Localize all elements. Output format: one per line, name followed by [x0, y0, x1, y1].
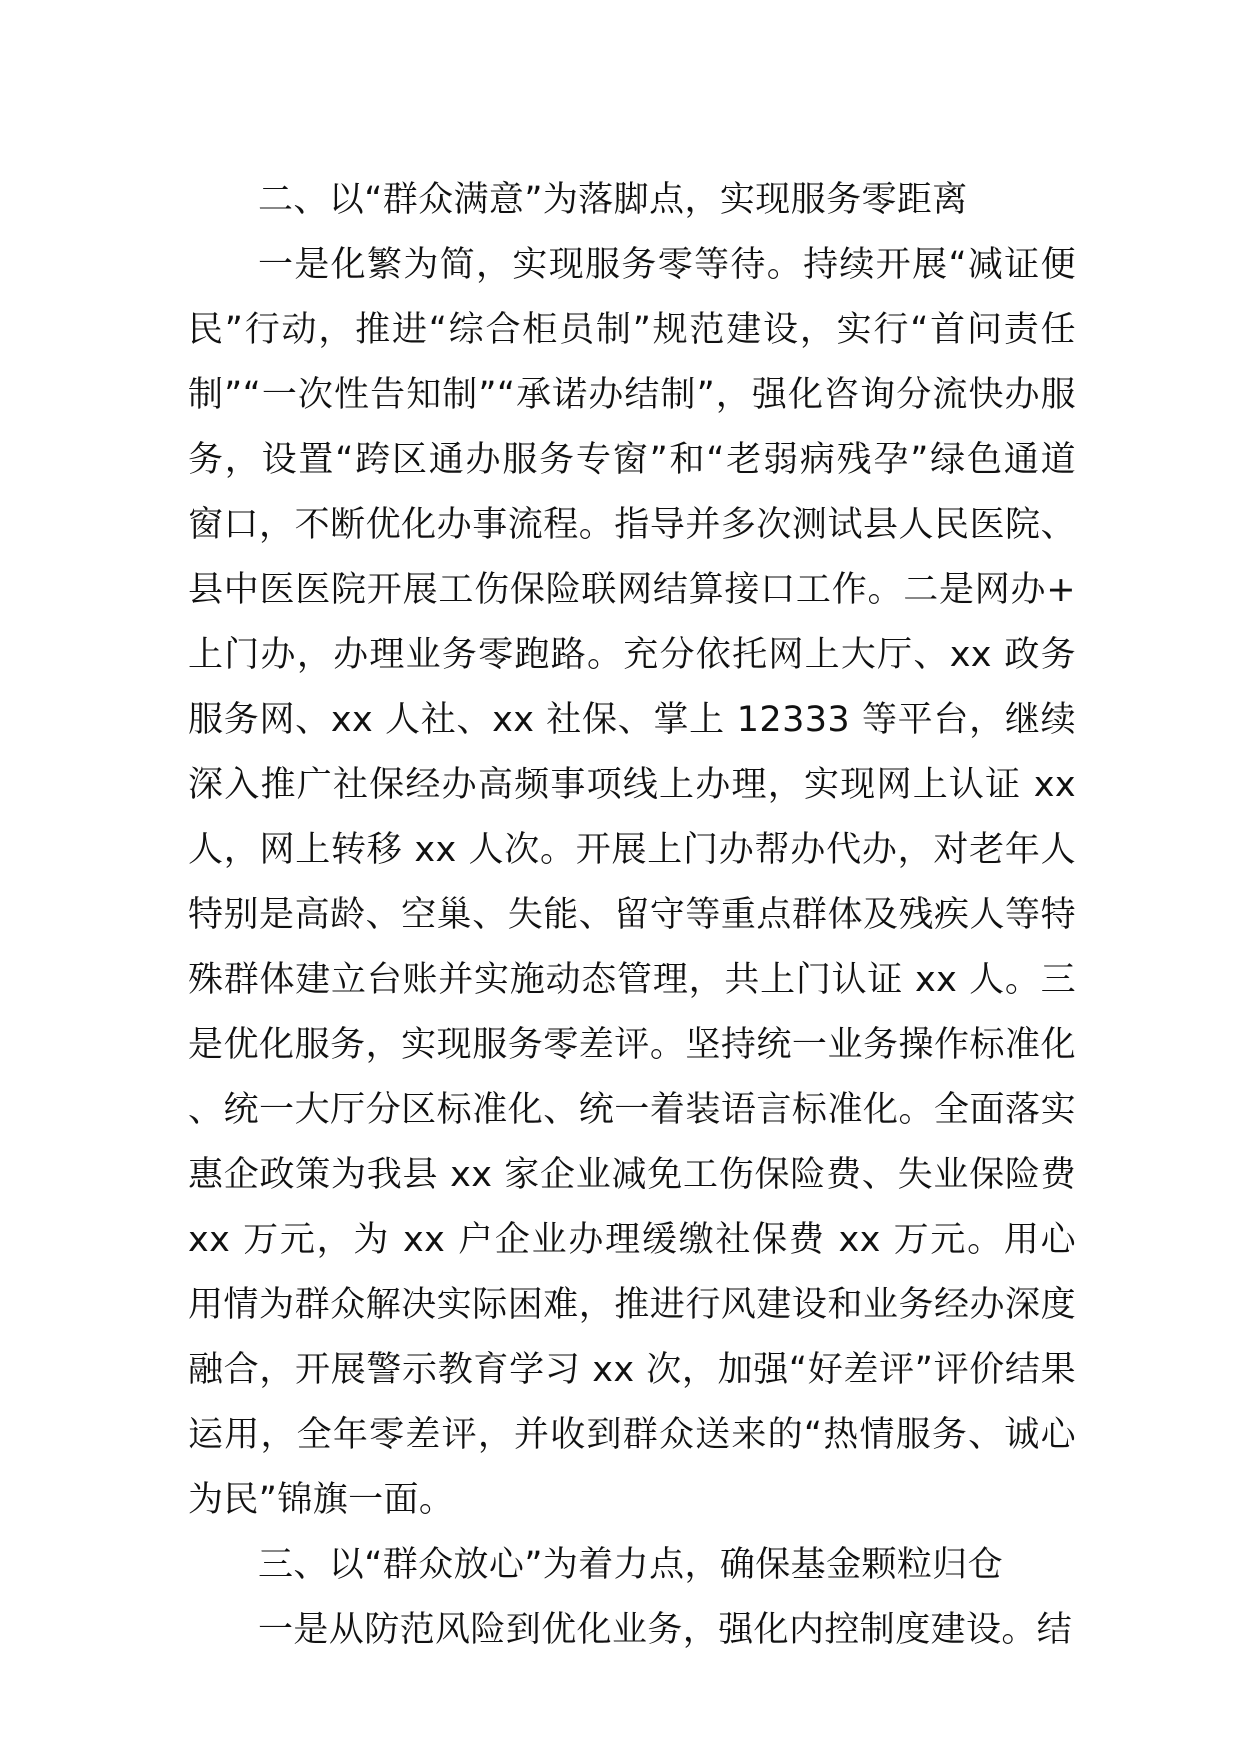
- section-heading-3: 三、以“群众放心”为着力点，确保基金颗粒归仓: [258, 1545, 1004, 1585]
- section-3-paragraph: 一是从防范风险到优化业务，强化内控制度建设。结: [258, 1610, 1073, 1650]
- section-2-paragraph: 一是化繁为简，实现服务零等待。持续开展“减证便民”行动，推进“综合柜员制”规范建设，实行“首问责任制”“一次性告知制”“承诺办结制”，强化咨询分流快办服务，设置“跨区通办服务专窗”和“老弱病残孕”绿色通道窗口，不断优化办事流程。指导并多次测试县人民医院、县中医医院开展工伤保险联网结算接口工作。二是网办+上门办，办理业务零跑路。充分依托网上大厅、xx 政务服务网、xx 人社、xx 社保、掌上 12333 等平台，继续深入推广社保经办高频事项线上办理，实现网上认证 xx 人，网上转移 xx 人次。开展上门办帮办代办，对老年人特别是高龄、空巢、失能、留守等重点群体及残疾人等特殊群体建立台账并实施动态管理，共上门认证 xx 人。三是优化服务，实现服务零差评。坚持统一业务操作标准化、统一大厅分区标准化、统一着装语言标准化。全面落实惠企政策为我县 xx 家企业减免工伤保险费、失业保险费 xx 万元，为 xx 户企业办理缓缴社保费 xx 万元。用心用情为群众解决实际困难，推进行风建设和业务经办深度融合，开展警示教育学习 xx 次，加强“好差评”评价结果运用，全年零差评，并收到群众送来的“热情服务、诚心为民”锦旗一面。: [188, 245, 1076, 1520]
- section-heading-2: 二、以“群众满意”为落脚点，实现服务零距离: [258, 180, 968, 220]
- document-body: [188, 168, 1076, 1663]
